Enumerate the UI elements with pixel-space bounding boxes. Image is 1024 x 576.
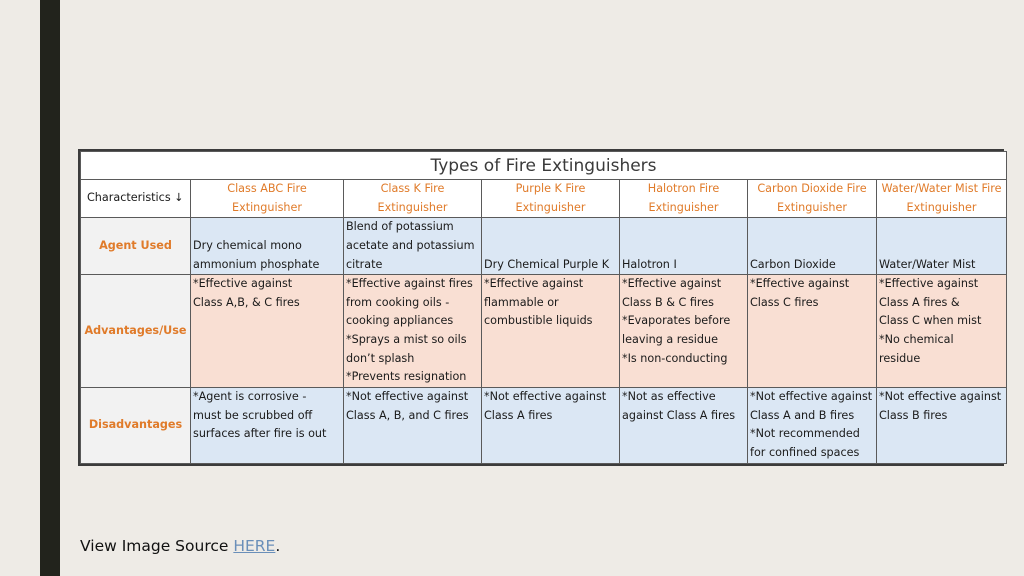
table-cell: Carbon Dioxide bbox=[748, 218, 877, 275]
column-header-class-k: Class K Fire Extinguisher bbox=[344, 180, 482, 218]
fire-extinguisher-table bbox=[78, 149, 1004, 466]
table-cell: *Not effective against Class B fires bbox=[877, 388, 1007, 464]
table-cell: Water/Water Mist bbox=[877, 218, 1007, 275]
column-header-class-abc: Class ABC Fire Extinguisher bbox=[191, 180, 344, 218]
source-prefix: View Image Source bbox=[80, 537, 234, 555]
characteristics-header: Characteristics ↓ bbox=[81, 180, 191, 218]
column-header-halotron: Halotron Fire Extinguisher bbox=[620, 180, 748, 218]
row-label-agent-used: Agent Used bbox=[81, 218, 191, 275]
column-header-purple-k: Purple K Fire Extinguisher bbox=[482, 180, 620, 218]
table-cell: *Effective against flammable or combustible liquids bbox=[482, 275, 620, 388]
table-cell: Dry chemical mono ammonium phosphate bbox=[191, 218, 344, 275]
types-table bbox=[80, 151, 1007, 464]
table-cell: *Not effective against Class A, B, and C fires bbox=[344, 388, 482, 464]
table-cell: *Effective against Class A,B, & C fires bbox=[191, 275, 344, 388]
table-cell: *Effective against fires from cooking oils - cooking appliances *Sprays a mist so oils don’t splash *Prevents resignation bbox=[344, 275, 482, 388]
table-cell: Dry Chemical Purple K bbox=[482, 218, 620, 275]
table-cell: Halotron I bbox=[620, 218, 748, 275]
table-cell: Blend of potassium acetate and potassium citrate bbox=[344, 218, 482, 275]
table-title: Types of Fire Extinguishers bbox=[81, 152, 1007, 180]
table-cell: *Effective against Class B & C fires *Evaporates before leaving a residue *Is non-conducting bbox=[620, 275, 748, 388]
table-cell: *Effective against Class A fires & Class C when mist *No chemical residue bbox=[877, 275, 1007, 388]
table-cell: *Agent is corrosive - must be scrubbed off surfaces after fire is out bbox=[191, 388, 344, 464]
table-cell: *Effective against Class C fires bbox=[748, 275, 877, 388]
image-source-note bbox=[80, 537, 280, 555]
row-label-disadvantages: Disadvantages bbox=[81, 388, 191, 464]
row-label-advantages: Advantages/Use bbox=[81, 275, 191, 388]
source-link[interactable]: HERE bbox=[233, 537, 276, 555]
left-accent-bar bbox=[40, 0, 60, 576]
table-cell: *Not as effective against Class A fires bbox=[620, 388, 748, 464]
column-header-carbon-dioxide: Carbon Dioxide Fire Extinguisher bbox=[748, 180, 877, 218]
source-suffix: . bbox=[275, 537, 281, 555]
column-header-water-mist: Water/Water Mist Fire Extinguisher bbox=[877, 180, 1007, 218]
table-cell: *Not effective against Class A and B fires *Not recommended for confined spaces bbox=[748, 388, 877, 464]
table-cell: *Not effective against Class A fires bbox=[482, 388, 620, 464]
